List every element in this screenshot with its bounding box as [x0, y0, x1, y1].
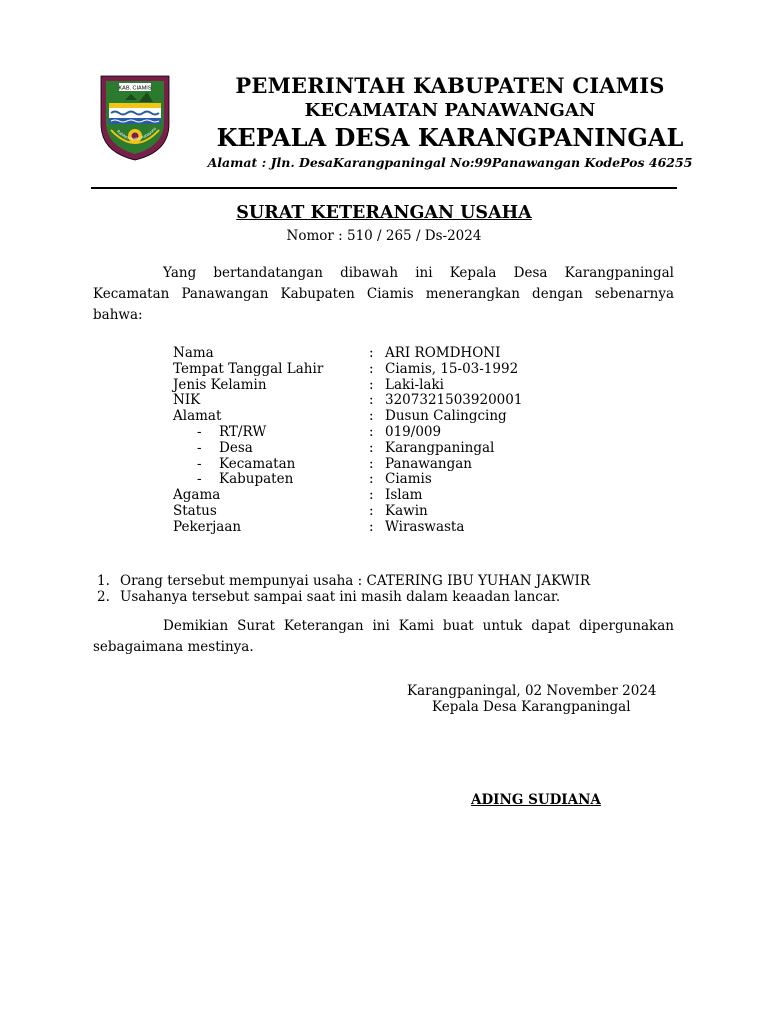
identity-colon: :	[369, 471, 374, 488]
identity-colon: :	[369, 345, 374, 361]
signer-name: ADING SUDIANA	[471, 792, 601, 808]
identity-row	[173, 362, 522, 378]
letterhead-office: KEPALA DESA KARANGPANINGAL	[216, 123, 684, 152]
list-item	[97, 589, 590, 605]
identity-colon: :	[369, 360, 374, 377]
list-text: Orang tersebut mempunyai usaha : CATERING IBU YUHAN JAKWIR	[120, 573, 591, 589]
identity-row	[173, 457, 522, 473]
letter-title: SURAT KETERANGAN USAHA	[236, 203, 532, 223]
identity-value: Dusun Calingcing	[385, 408, 507, 425]
identity-colon: :	[369, 423, 374, 440]
identity-table	[173, 346, 522, 536]
identity-label: NIK	[173, 392, 201, 409]
identity-value: Ciamis	[385, 471, 432, 488]
identity-row	[173, 504, 522, 520]
identity-label: Agama	[173, 487, 221, 504]
identity-label: Alamat	[173, 408, 222, 425]
identity-value: Laki-laki	[385, 376, 444, 393]
identity-colon: :	[369, 502, 374, 519]
identity-colon: :	[369, 439, 374, 456]
list-dash: -	[197, 439, 202, 456]
identity-label: Nama	[173, 345, 214, 361]
identity-colon: :	[369, 392, 374, 409]
identity-row	[173, 472, 522, 488]
identity-label: Status	[173, 502, 217, 519]
list-text: Usahanya tersebut sampai saat ini masih dalam keaadan lancar.	[120, 589, 561, 605]
identity-colon: :	[369, 376, 374, 393]
identity-colon: :	[369, 455, 374, 472]
letterhead-government: PEMERINTAH KABUPATEN CIAMIS	[235, 73, 665, 98]
emblem-motto: Rahayu Ayuhe Rahayuno	[116, 125, 158, 142]
signer-position: Kepala Desa Karangpaningal	[432, 699, 631, 715]
intro-paragraph: Yang bertandatangan dibawah ini Kepala Desa Karangpaningal Kecamatan Panawangan Kabupaten Ciamis menerangkan dengan sebenarnya bahwa:	[93, 265, 674, 323]
list-item	[97, 573, 590, 589]
list-dash: -	[197, 423, 202, 440]
place-date: Karangpaningal, 02 November 2024	[407, 683, 657, 699]
identity-value: Panawangan	[385, 455, 472, 472]
identity-row	[173, 441, 522, 457]
list-number: 2.	[97, 589, 110, 605]
identity-row	[173, 520, 522, 536]
identity-label: Tempat Tanggal Lahir	[173, 360, 324, 377]
identity-row	[173, 488, 522, 504]
letterhead-divider	[91, 187, 677, 189]
identity-value: Kawin	[385, 502, 428, 519]
identity-colon: :	[369, 408, 374, 425]
letterhead	[180, 72, 720, 172]
identity-value: Ciamis, 15-03-1992	[385, 360, 519, 377]
closing-paragraph: Demikian Surat Keterangan ini Kami buat untuk dapat dipergunakan sebagaimana mestinya.	[93, 618, 674, 655]
identity-value: 3207321503920001	[385, 392, 523, 409]
list-number: 1.	[97, 573, 110, 589]
list-dash: -	[197, 471, 202, 488]
identity-row	[173, 425, 522, 441]
identity-value: Karangpaningal	[385, 439, 495, 456]
identity-colon: :	[369, 487, 374, 504]
identity-row	[173, 378, 522, 394]
identity-sub-label: - Kecamatan	[197, 455, 296, 472]
identity-value: ARI ROMDHONI	[385, 345, 501, 361]
identity-row	[173, 409, 522, 425]
identity-row	[173, 393, 522, 409]
identity-sub-label: - Kabupaten	[197, 471, 294, 488]
identity-value: Islam	[385, 487, 423, 504]
identity-label: Pekerjaan	[173, 518, 242, 535]
list-dash: -	[197, 455, 202, 472]
identity-sub-label: - RT/RW	[197, 423, 267, 440]
ciamis-regency-emblem-icon	[97, 72, 173, 162]
identity-value: Wiraswasta	[385, 518, 465, 535]
identity-label: Jenis Kelamin	[173, 376, 267, 393]
identity-row	[173, 346, 522, 362]
letter-number: Nomor : 510 / 265 / Ds-2024	[286, 228, 482, 244]
statement-list	[97, 573, 590, 605]
identity-value: 019/009	[385, 423, 442, 440]
emblem-top-text: KAB. CIAMIS	[118, 85, 152, 92]
letterhead-district: KECAMATAN PANAWANGAN	[304, 100, 596, 121]
letterhead-address: Alamat : Jln. DesaKarangpaningal No:99Panawangan KodePos 46255	[207, 155, 693, 170]
identity-sub-label: - Desa	[197, 439, 253, 456]
identity-colon: :	[369, 518, 374, 535]
